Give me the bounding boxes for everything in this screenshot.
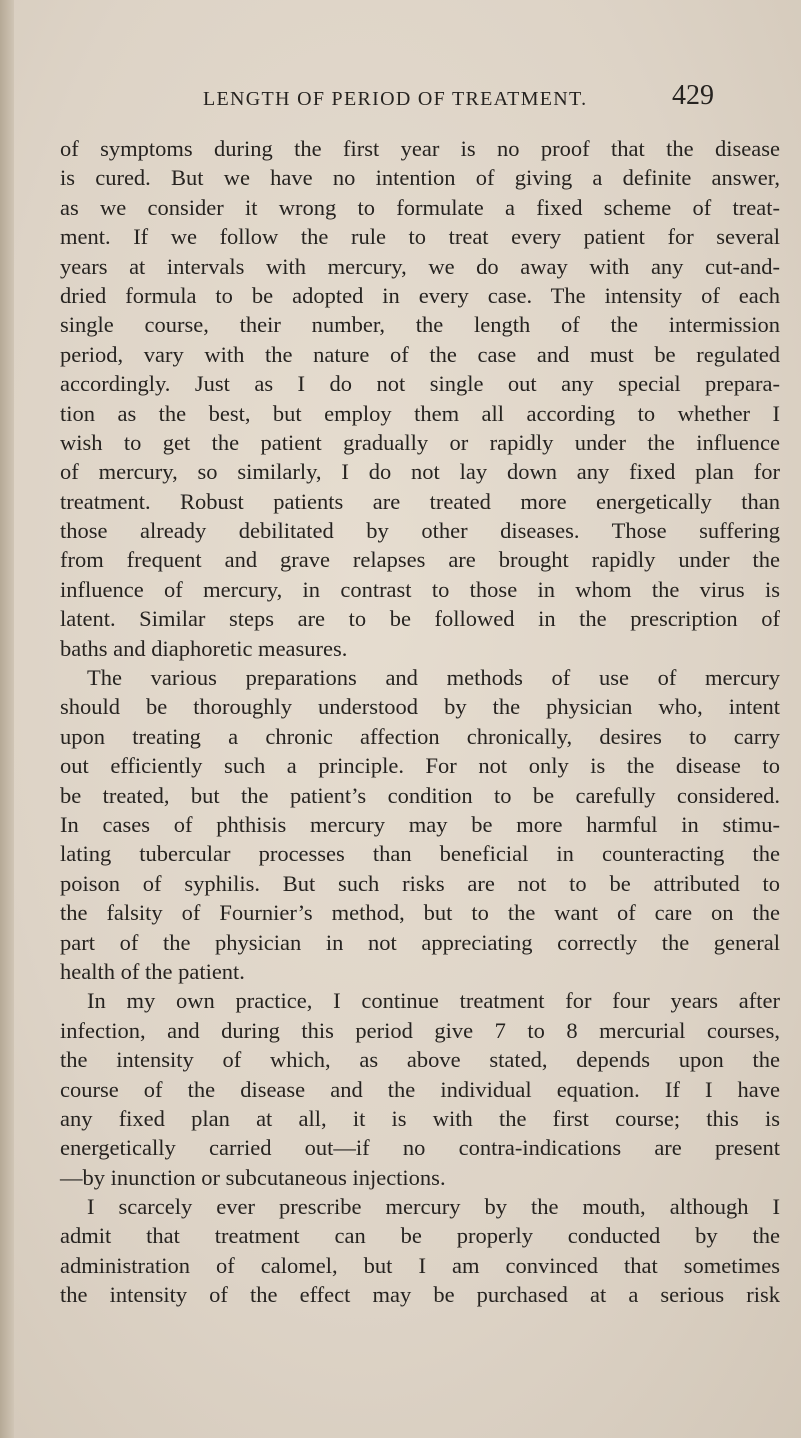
page-header — [0, 80, 801, 120]
text-line: tion as the best, but employ them all according to whether I — [60, 400, 780, 426]
text-line: I scarcely ever prescribe mercury by the mouth, although I — [87, 1194, 780, 1220]
text-line: admit that treatment can be properly conducted by the — [60, 1223, 780, 1249]
text-line: be treated, but the patient’s condition to be carefully considered. — [60, 782, 780, 808]
text-line: latent. Similar steps are to be followed in the prescription of — [60, 606, 780, 632]
text-line: the intensity of which, as above stated, depends upon the — [60, 1047, 780, 1073]
text-line: dried formula to be adopted in every case. The intensity of each — [60, 282, 780, 308]
running-title: LENGTH OF PERIOD OF TREATMENT. — [203, 88, 588, 110]
text-line: single course, their number, the length of the intermission — [60, 312, 780, 338]
text-line: those already debilitated by other diseases. Those suffering — [60, 518, 780, 544]
text-line: baths and diaphoretic measures. — [60, 635, 348, 661]
text-line: as we consider it wrong to formulate a fixed scheme of treat- — [60, 194, 780, 220]
text-line: part of the physician in not appreciating correctly the general — [60, 929, 780, 955]
text-line: infection, and during this period give 7 to 8 mercurial courses, — [60, 1017, 780, 1043]
text-line: energetically carried out—if no contra-indications are present — [60, 1135, 780, 1161]
text-line: from frequent and grave relapses are brought rapidly under the — [60, 547, 780, 573]
text-line: the falsity of Fournier’s method, but to the want of care on the — [60, 900, 780, 926]
text-line: course of the disease and the individual equation. If I have — [60, 1076, 780, 1102]
text-line: The various preparations and methods of use of mercury — [87, 665, 780, 691]
text-line: influence of mercury, in contrast to those in whom the virus is — [60, 576, 780, 602]
text-line: upon treating a chronic affection chronically, desires to carry — [60, 723, 780, 749]
text-line: lating tubercular processes than beneficial in counteracting the — [60, 841, 780, 867]
text-line: period, vary with the nature of the case and must be regulated — [60, 341, 780, 367]
text-line: of mercury, so similarly, I do not lay down any fixed plan for — [60, 459, 780, 485]
text-line: poison of syphilis. But such risks are not to be attributed to — [60, 870, 780, 896]
body-text — [60, 134, 780, 1310]
text-line: In cases of phthisis mercury may be more harmful in stimu- — [60, 811, 780, 837]
text-line: out efficiently such a principle. For not only is the disease to — [60, 753, 780, 779]
text-line: any fixed plan at all, it is with the first course; this is — [60, 1105, 780, 1131]
text-line: years at intervals with mercury, we do away with any cut-and- — [60, 253, 780, 279]
text-line: wish to get the patient gradually or rapidly under the influence — [60, 429, 780, 455]
page-gutter-shadow — [0, 0, 14, 1438]
text-line: —by inunction or subcutaneous injections. — [60, 1164, 446, 1190]
text-line: In my own practice, I continue treatment for four years after — [87, 988, 780, 1014]
text-line: accordingly. Just as I do not single out any special prepara- — [60, 371, 780, 397]
page-number: 429 — [672, 80, 714, 111]
text-line: health of the patient. — [60, 958, 245, 984]
text-line: ment. If we follow the rule to treat every patient for several — [60, 224, 780, 250]
text-line: is cured. But we have no intention of giving a definite answer, — [60, 165, 780, 191]
text-line: treatment. Robust patients are treated more energetically than — [60, 488, 780, 514]
text-line: the intensity of the effect may be purchased at a serious risk — [60, 1282, 780, 1308]
text-line: administration of calomel, but I am convinced that sometimes — [60, 1252, 780, 1278]
text-line: should be thoroughly understood by the physician who, intent — [60, 694, 780, 720]
text-line: of symptoms during the first year is no proof that the disease — [60, 136, 780, 161]
